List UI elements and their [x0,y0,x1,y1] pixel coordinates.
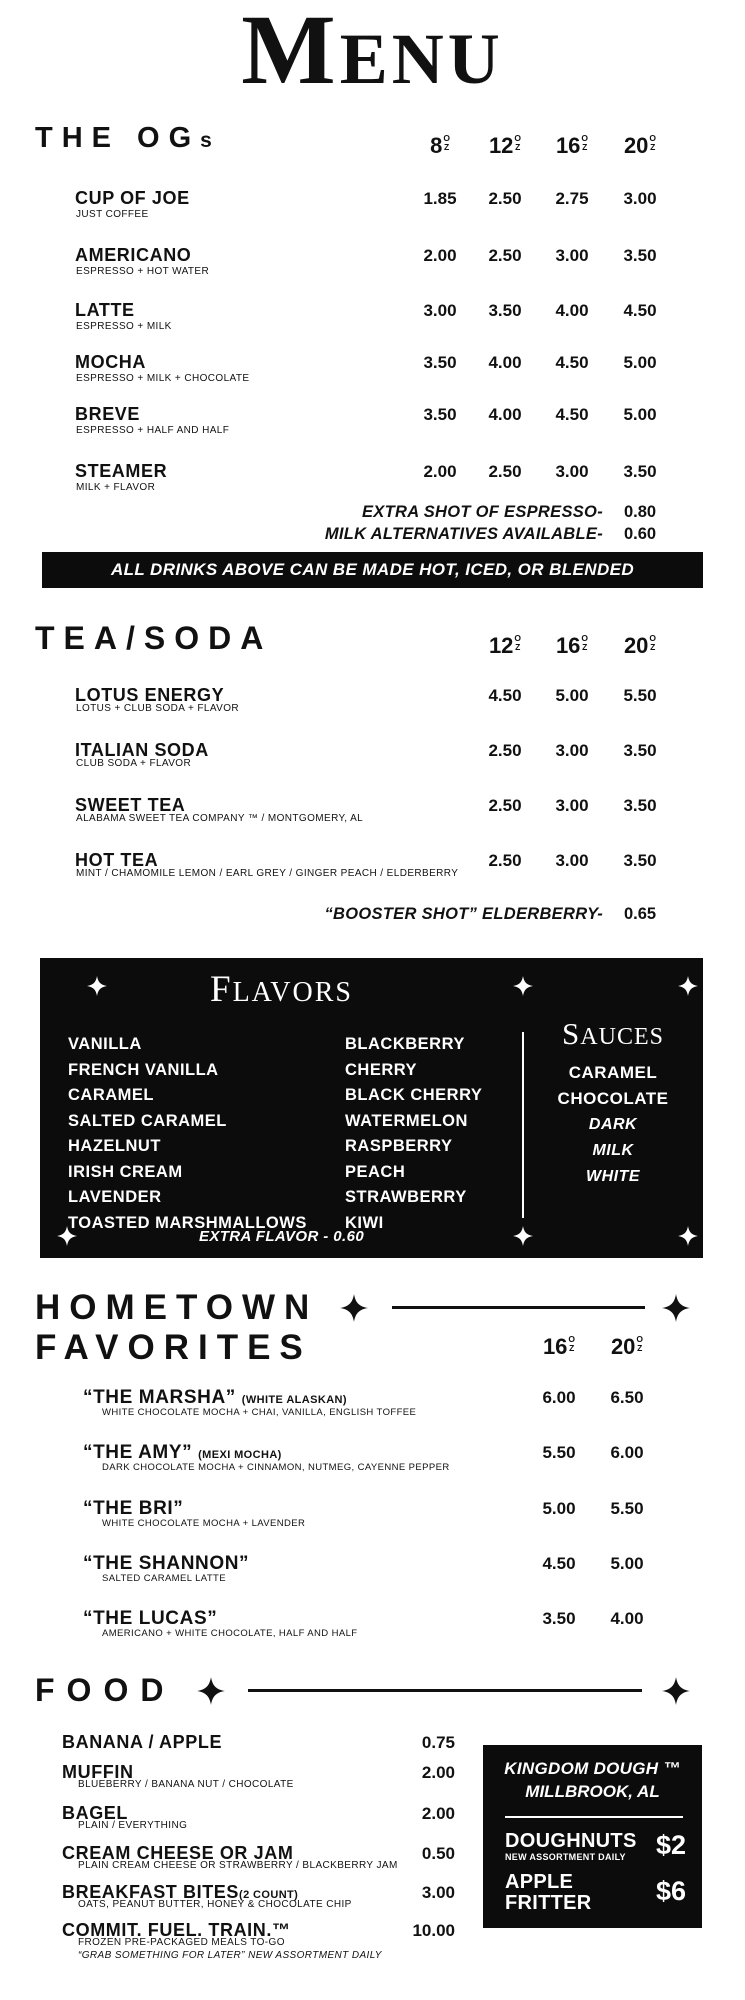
item-tag: (2 COUNT) [239,1889,299,1901]
drinks-banner: ALL DRINKS ABOVE CAN BE MADE HOT, ICED, OR BLENDED [42,552,703,588]
kingdom-dough-panel [483,1745,702,1928]
extra-shot-line [0,503,745,525]
item-price: 3.50 [423,405,457,424]
kingdom-dough-name: KINGDOM DOUGH ™ [504,1759,681,1778]
sauce: CARAMEL [568,1063,658,1082]
item-price: 2.00 [421,1763,455,1782]
item-desc: AMERICANO + WHITE CHOCOLATE, HALF AND HALF [102,1628,358,1639]
item-desc: MINT / CHAMOMILE LEMON / EARL GREY / GINGER PEACH / ELDERBERRY [76,868,459,879]
item-name: AMERICANO [75,245,192,265]
item-price: 5.50 [610,1499,644,1518]
flavors-panel [40,958,703,1258]
size-header-16oz: 16 O Z [555,133,589,158]
page-title-rest: ENU [339,19,504,99]
item-price: 3.50 [488,301,522,320]
sparkle-icon [340,1294,368,1322]
item-desc: FROZEN PRE-PACKAGED MEALS TO-GO [78,1937,285,1948]
item-price: 3.00 [421,1883,455,1902]
menu-item-the-amy [0,1442,745,1482]
heading-rule [392,1306,645,1309]
flavor: TOASTED MARSHMALLOWS [68,1213,307,1232]
apple-fritter-label-line2: FRITTER [505,1892,592,1914]
size-header-16oz: 16 O Z [555,633,589,658]
menu-item-steamer [0,461,745,501]
doughnuts-sub-label: NEW ASSORTMENT DAILY [505,1852,626,1862]
item-price: 3.50 [423,353,457,372]
oz-label: O Z [649,133,657,152]
item-price: 2.50 [488,189,522,208]
sparkle-icon [87,976,107,996]
booster-shot-label: “BOOSTER SHOT” ELDERBERRY- [324,905,603,923]
milk-alternatives-label: MILK ALTERNATIVES AVAILABLE- [324,525,603,543]
menu-item-latte [0,300,745,340]
flavors-divider [522,1032,524,1218]
item-price: 2.00 [423,246,457,265]
item-price: 2.00 [421,1804,455,1823]
menu-item-the-bri [0,1498,745,1538]
size-header-8oz: 8 O Z [430,133,450,158]
sparkle-icon [678,976,698,996]
item-name: “THE AMY” [83,1442,193,1463]
flavors-column-2 [345,1032,482,1236]
item-price: 2.50 [488,796,522,815]
item-price: 3.00 [423,301,457,320]
doughnuts-price: $2 [655,1830,686,1860]
page-title [0,2,745,107]
menu-item-italian-soda [0,740,745,780]
item-price: 4.50 [555,353,589,372]
oz-label: O Z [636,1334,644,1353]
item-price: 3.50 [623,246,657,265]
menu-item-breve [0,404,745,444]
flavor: PEACH [345,1162,406,1181]
item-name: “THE LUCAS” [83,1608,218,1629]
item-price: 6.50 [610,1388,644,1407]
flavor: IRISH CREAM [68,1162,183,1181]
menu-item-the-marsha [0,1387,745,1427]
item-desc: DARK CHOCOLATE MOCHA + CINNAMON, NUTMEG, CAYENNE PEPPER [102,1462,450,1473]
size-header-20oz: 20 O Z [610,1334,644,1359]
menu-item-the-lucas [0,1608,745,1648]
section-heading-the-ogs: THE OGs [35,122,214,154]
item-desc: CLUB SODA + FLAVOR [76,758,192,769]
item-price: 3.50 [542,1609,576,1628]
section-heading-tea-soda: TEA/SODA [35,620,273,656]
item-name: “THE BRI” [83,1498,184,1519]
sauce-variant: DARK [588,1116,638,1133]
flavor: HAZELNUT [68,1137,161,1155]
item-desc: PLAIN CREAM CHEESE OR STRAWBERRY / BLACKBERRY JAM [78,1860,398,1871]
size-header-12oz: 12 O Z [488,633,522,658]
item-price: 2.75 [555,189,589,208]
flavor: BLACK CHERRY [345,1086,483,1104]
item-price: 6.00 [542,1388,576,1407]
item-price: 4.50 [623,301,657,320]
item-desc-2: “GRAB SOMETHING FOR LATER” NEW ASSORTMENT DAILY [78,1950,382,1961]
sauce-variant: MILK [592,1142,634,1159]
item-desc: OATS, PEANUT BUTTER, HONEY & CHOCOLATE CHIP [78,1899,352,1910]
item-name: BREAKFAST BITES [62,1882,240,1902]
menu-item-mocha [0,352,745,392]
section-heading-hometown: HOMETOWN [35,1288,319,1327]
item-name: LOTUS ENERGY [75,685,225,705]
item-name: “THE SHANNON” [83,1553,250,1574]
sauces-title: SAUCES [562,1016,664,1051]
item-price: 2.00 [423,462,457,481]
item-name: CUP OF JOE [75,188,190,208]
size-header-16oz: 16 O Z [542,1334,576,1359]
apple-fritter-price: $6 [655,1876,686,1906]
sparkle-icon [662,1677,690,1705]
item-price: 3.00 [555,246,589,265]
item-price: 4.50 [488,686,522,705]
sauce-variant: WHITE [585,1168,641,1185]
item-price: 5.00 [542,1499,576,1518]
extra-shot-price: 0.80 [623,503,657,521]
item-price: 4.50 [555,405,589,424]
sparkle-icon [662,1294,690,1322]
flavor: FRENCH VANILLA [68,1060,219,1079]
item-name: “THE MARSHA” [83,1387,236,1408]
item-desc: WHITE CHOCOLATE MOCHA + LAVENDER [102,1518,306,1529]
item-name: MUFFIN [62,1762,134,1782]
oz-label: O Z [514,633,522,652]
oz-label: O Z [649,633,657,652]
item-price: 3.00 [555,851,589,870]
item-name: BANANA / APPLE [62,1732,223,1752]
menu-item-lotus-energy [0,685,745,725]
item-price: 3.50 [623,796,657,815]
item-desc: JUST COFFEE [76,209,149,220]
item-price: 3.50 [623,741,657,760]
size-header-20oz: 20 O Z [623,633,657,658]
menu-item-the-shannon [0,1553,745,1593]
item-desc: WHITE CHOCOLATE MOCHA + CHAI, VANILLA, ENGLISH TOFFEE [102,1407,417,1418]
item-price: 5.00 [623,405,657,424]
item-price: 5.00 [555,686,589,705]
item-price: 3.00 [555,741,589,760]
item-name: SWEET TEA [75,795,186,815]
sparkle-icon [678,1226,698,1246]
item-price: 4.00 [610,1609,644,1628]
page-title-initial: M [241,0,340,105]
flavors-column-1 [68,1032,307,1236]
kingdom-dough-location: MILLBROOK, AL [525,1782,660,1801]
flavor: LAVENDER [68,1188,162,1206]
item-price: 0.75 [421,1733,455,1752]
flavor: STRAWBERRY [345,1188,467,1206]
item-desc: ESPRESSO + MILK [76,321,172,332]
item-desc: LOTUS + CLUB SODA + FLAVOR [76,703,240,714]
item-price: 2.50 [488,851,522,870]
item-price: 2.50 [488,246,522,265]
menu-item-sweet-tea [0,795,745,835]
flavor: WATERMELON [345,1111,468,1130]
item-price: 3.00 [555,462,589,481]
item-price: 6.00 [610,1443,644,1462]
item-name: STEAMER [75,461,168,481]
item-desc: ESPRESSO + HOT WATER [76,266,210,277]
item-price: 5.50 [623,686,657,705]
flavor: VANILLA [68,1035,142,1053]
flavor: RASPBERRY [345,1137,453,1155]
section-heading-favorites: FAVORITES [35,1328,312,1367]
item-name: ITALIAN SODA [75,740,209,760]
item-name: COMMIT. FUEL. TRAIN.™ [62,1920,291,1940]
oz-label: O Z [581,633,589,652]
item-price: 5.00 [610,1554,644,1573]
item-price: 2.50 [488,741,522,760]
flavor: CHERRY [345,1060,418,1079]
flavors-title: FLAVORS [210,969,353,1010]
item-desc: PLAIN / EVERYTHING [78,1820,188,1831]
item-price: 3.00 [623,189,657,208]
milk-alternatives-price: 0.60 [623,525,657,543]
extra-flavor-note: EXTRA FLAVOR - 0.60 [198,1228,365,1245]
oz-label: O Z [514,133,522,152]
item-desc: BLUEBERRY / BANANA NUT / CHOCOLATE [78,1779,294,1790]
item-price: 4.00 [555,301,589,320]
extra-shot-label: EXTRA SHOT OF ESPRESSO- [362,503,603,521]
item-name: HOT TEA [75,850,159,870]
heading-rule [248,1689,642,1692]
doughnuts-label: DOUGHNUTS [505,1830,637,1852]
item-price: 3.50 [623,462,657,481]
flavor: KIWI [345,1213,384,1232]
sparkle-icon [513,976,533,996]
item-price: 5.00 [623,353,657,372]
item-price: 5.50 [542,1443,576,1462]
item-price: 2.50 [488,462,522,481]
item-price: 4.50 [542,1554,576,1573]
item-name: LATTE [75,300,135,320]
flavor: CARAMEL [68,1086,154,1104]
sauces-panel [533,1016,693,1190]
item-name: BAGEL [62,1803,128,1823]
item-desc: ALABAMA SWEET TEA COMPANY ™ / MONTGOMERY, AL [76,813,364,824]
item-desc: ESPRESSO + HALF AND HALF [76,425,230,436]
milk-alternatives-line [0,525,745,547]
section-heading-food: FOOD [35,1672,176,1708]
oz-label: O Z [443,133,450,152]
sauce: CHOCOLATE [557,1089,669,1108]
kingdom-divider [505,1816,683,1818]
item-name: BREVE [75,404,141,424]
item-price: 0.50 [421,1844,455,1863]
booster-shot-price: 0.65 [623,905,657,923]
booster-shot-line [0,905,745,927]
oz-label: O Z [568,1334,576,1353]
item-tag: (WHITE ALASKAN) [241,1394,347,1406]
menu-item-cup-of-joe [0,188,745,228]
size-header-20oz: 20 O Z [623,133,657,158]
flavor: BLACKBERRY [345,1035,465,1053]
size-header-12oz: 12 O Z [488,133,522,158]
item-name: CREAM CHEESE OR JAM [62,1843,294,1863]
item-desc: SALTED CARAMEL LATTE [102,1573,226,1584]
menu-item-hot-tea [0,850,745,890]
oz-label: O Z [581,133,589,152]
item-desc: ESPRESSO + MILK + CHOCOLATE [76,373,250,384]
item-price: 1.85 [423,189,457,208]
item-price: 4.00 [488,353,522,372]
item-tag: (MEXI MOCHA) [198,1449,282,1461]
flavor: SALTED CARAMEL [68,1111,227,1130]
item-price: 3.00 [555,796,589,815]
item-name: MOCHA [75,352,146,372]
sparkle-icon [197,1677,225,1705]
menu-item-americano [0,245,745,285]
item-price: 3.50 [623,851,657,870]
apple-fritter-label-line1: APPLE [505,1871,574,1893]
item-price: 4.00 [488,405,522,424]
item-price: 10.00 [412,1921,455,1940]
item-desc: MILK + FLAVOR [76,482,156,493]
